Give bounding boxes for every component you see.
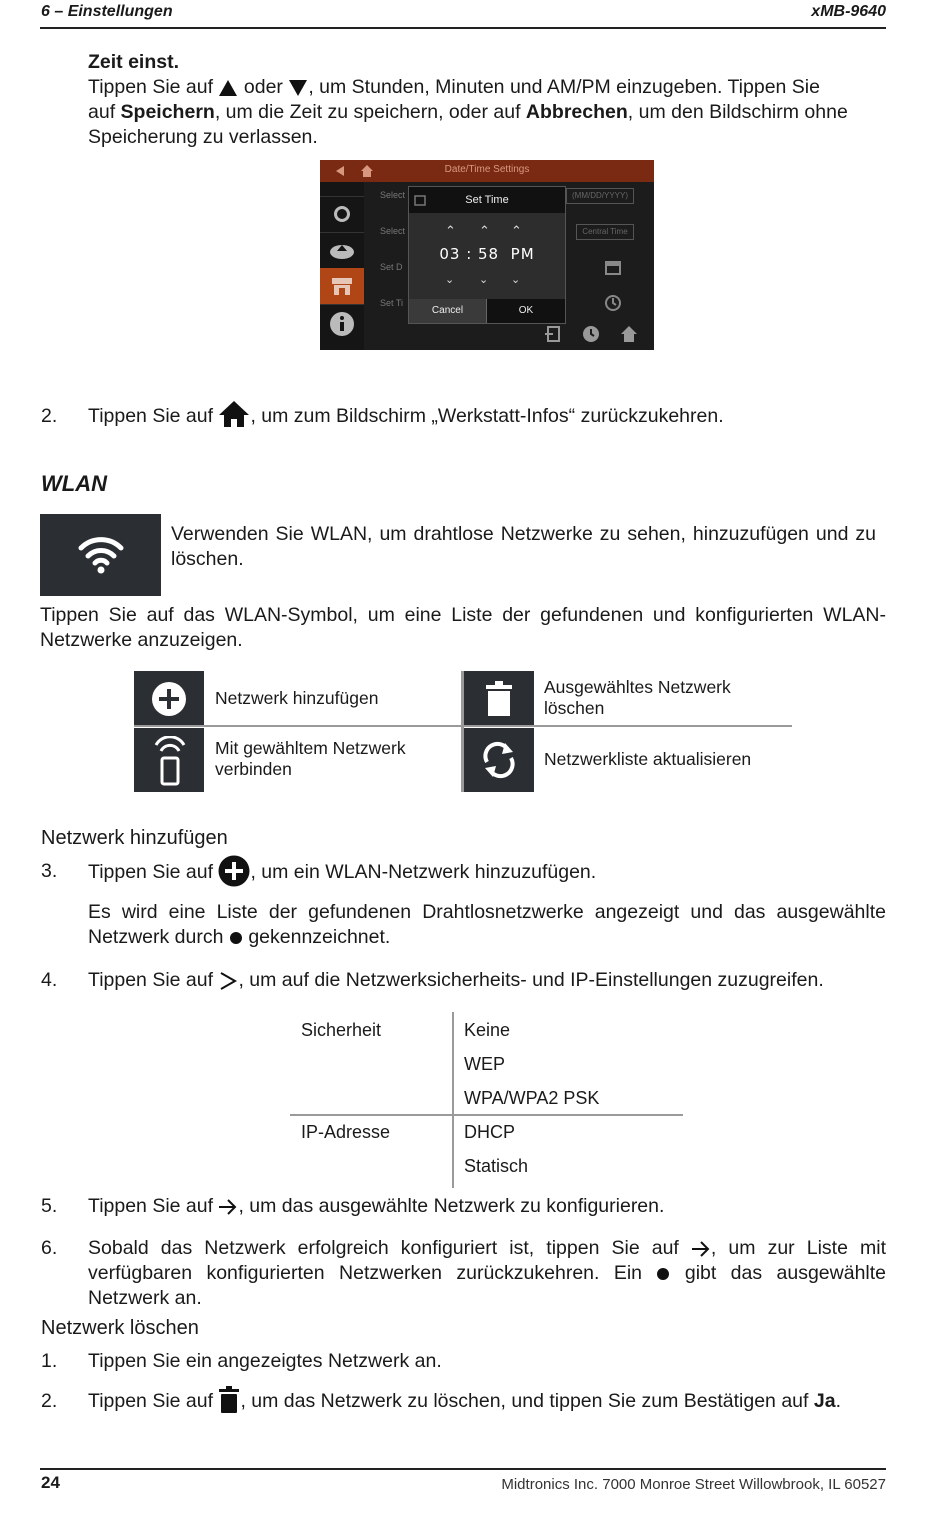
device-sidebar [320,182,364,350]
device-row-label: Set Ti [380,298,404,308]
step3-text: Tippen Sie auf , um ein WLAN-Netzwerk hinzuzufügen. [88,859,888,887]
delete-step2-text: Tippen Sie auf , um das Netzwerk zu löschen, und tippen Sie zum Bestätigen auf Ja. [88,1389,888,1414]
refresh-icon [480,740,518,780]
step6-text: Sobald das Netzwerk erfolgreich konfiguriert ist, tippen Sie auf , um zur Liste mit verfügbaren konfigurierten Netzwerken zurückzukehren. Ein gibt das ausgewählte Netzwerk an. [88,1237,887,1309]
step-number: 4. [41,969,58,991]
step3-detail: Es wird eine Liste der gefundenen Drahtlosnetzwerke angezeigt und das ausgewählte Netzwerk durch gekennzeichnet. [88,901,886,948]
step-number: 5. [41,1195,58,1217]
arrow-right-icon [691,1240,711,1258]
page-number: 24 [41,1473,60,1492]
section-heading-add: Netzwerk hinzufügen [41,827,228,849]
ip-label: IP-Adresse [301,1122,391,1142]
wifi-icon [78,534,124,576]
device-row-label: Set D [380,262,403,272]
security-option: Keine [464,1020,511,1040]
add-network-label: Netzwerk hinzufügen [215,688,379,708]
refresh-network-tile [464,728,534,792]
cloud-upload-icon [328,240,356,260]
time-display: 03 : 58 PM [439,245,535,263]
sidebar-item-display[interactable] [320,196,364,233]
wlan-tap-text: Tippen Sie auf das WLAN-Symbol, um eine Liste der gefundenen und konfigurierten WLAN-Netzwerke anzuzeigen. [40,604,886,651]
info-icon [329,311,355,337]
refresh-network-label: Netzwerkliste aktualisieren [544,749,752,769]
section-heading-delete: Netzwerk löschen [41,1317,199,1339]
add-network-tile [134,671,204,726]
plus-circle-icon [218,855,250,887]
clock-icon[interactable] [604,294,622,312]
security-option: WPA/WPA2 PSK [464,1088,600,1108]
ip-option: Statisch [464,1156,529,1176]
ampm-up-button[interactable]: ⌃ [511,223,522,238]
header-rule [40,27,886,29]
trash-icon [484,681,514,717]
exit-icon[interactable] [544,325,562,343]
sidebar-item-shop[interactable] [320,268,364,305]
minute-down-button[interactable]: ⌄ [479,274,489,286]
clock-nav-icon[interactable] [582,325,600,343]
delete-step1-text: Tippen Sie ein angezeigtes Netzwerk an. [88,1350,442,1372]
calendar-small-icon [414,194,426,206]
arrow-right-icon [218,1198,238,1216]
wlan-intro: Verwenden Sie WLAN, um drahtlose Netzwerke zu sehen, hinzuzufügen und zu löschen. [171,523,876,570]
cancel-button[interactable]: Cancel [409,299,487,323]
step-title: Zeit einst. [88,51,180,73]
grid-divider-v [461,671,464,792]
step-time-text: Tippen Sie auf oder , um Stunden, Minuten und AM/PM einzugeben. Tippen Sie auf Speichern, um die Zeit zu speichern, oder auf Abbrechen, um den Bildschirm ohne Speicherung zu verlassen. [88,76,848,148]
trash-icon [218,1386,240,1414]
hour-down-button[interactable]: ⌄ [445,274,455,286]
security-option: WEP [464,1054,506,1074]
device-title-bar [320,160,654,182]
step-number: 2. [41,405,58,427]
sidebar-item-globe[interactable] [320,182,364,197]
time-minutes: 58 [478,245,500,263]
dialog-title: Set Time [409,187,565,213]
hour-up-button[interactable]: ⌃ [445,223,456,238]
timezone-field[interactable]: Central Time [576,224,634,240]
calendar-icon[interactable] [604,258,622,276]
table-divider-h [290,1114,683,1116]
brightness-icon [330,202,354,226]
step-number: 6. [41,1237,58,1259]
ip-option: DHCP [464,1122,516,1142]
header-model: xMB-9640 [811,3,886,20]
delete-network-label: Ausgewähltes Netzwerk löschen [544,677,731,718]
step-number: 1. [41,1350,58,1372]
sidebar-item-info[interactable] [320,304,364,340]
up-triangle-icon [218,79,238,97]
connect-network-label: Mit gewähltem Netzwerk verbinden [215,738,406,779]
section-heading-wlan: WLAN [41,471,107,496]
footer-company: Midtronics Inc. 7000 Monroe Street Willowbrook, IL 60527 [501,1476,886,1493]
home-icon [218,400,250,428]
connect-phone-icon [154,736,186,786]
device-title: Date/Time Settings [444,164,530,175]
table-divider-v [452,1012,454,1188]
chevron-right-icon [218,971,238,991]
home-nav-icon[interactable] [620,325,638,343]
step-number: 3. [41,860,58,882]
step4-text: Tippen Sie auf , um auf die Netzwerksicherheits- und IP-Einstellungen zuzugreifen. [88,969,824,991]
delete-network-tile [464,671,534,726]
ok-button[interactable]: OK [487,299,565,323]
down-triangle-icon [288,79,308,97]
footer-rule [40,1468,886,1470]
wlan-tile[interactable] [40,514,161,596]
device-row-label: Select [380,226,406,236]
header-chapter: 6 – Einstellungen [41,3,173,20]
time-hours: 03 [439,245,461,263]
bullet-dot-icon [656,1267,670,1281]
date-format-field[interactable]: (MM/DD/YYYY) [566,188,634,204]
plus-circle-icon [151,681,187,717]
shop-icon [331,276,353,296]
bullet-dot-icon [229,931,243,945]
minute-up-button[interactable]: ⌃ [479,223,490,238]
time-ampm: PM [510,245,535,263]
connect-network-tile [134,728,204,792]
step-number: 2. [41,1390,58,1412]
step5-text: Tippen Sie auf , um das ausgewählte Netzwerk zu konfigurieren. [88,1195,665,1217]
device-row-label: Select [380,190,406,200]
security-label: Sicherheit [301,1020,382,1040]
set-time-dialog [408,186,566,324]
step2-text: Tippen Sie auf , um zum Bildschirm „Werkstatt-Infos“ zurückzukehren. [88,404,888,429]
ampm-down-button[interactable]: ⌄ [511,274,521,286]
sidebar-item-cloud[interactable] [320,232,364,269]
